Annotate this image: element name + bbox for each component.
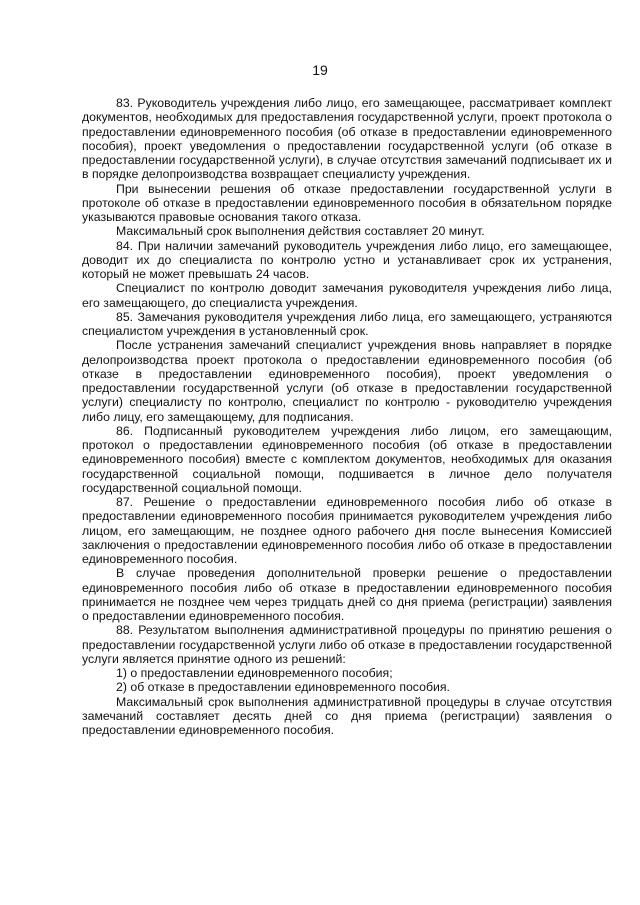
paragraph-86: 86. Подписанный руководителем учреждения либо лицом, его замещающим, протокол о предоставлении единовременного пособия (об отказе в предоставлении единовременного пособия) вместе с комплектом документов, необходимых для оказания государственной социальной помощи, подшивается в личное дело получателя государственной социальной помощи. — [82, 423, 612, 495]
paragraph-85: 85. Замечания руководителя учреждения либо лица, его замещающего, устраняются специалистом учреждения в установленный срок. — [82, 309, 612, 338]
paragraph-85-after-fix: После устранения замечаний специалист учреждения вновь направляет в порядке делопроизводства проект протокола о предоставлении единовременного пособия (об отказе в предоставлении единовременного пособия), проект уведомления о предоставлении государственной услуги (об отказе в предоставлении государственной услуги) специалисту по контролю, специалист по контролю - руководителю учреждения либо лицу, его замещающему, для подписания. — [82, 338, 612, 424]
paragraph-83: 83. Руководитель учреждения либо лицо, его замещающее, рассматривает комплект документов, необходимых для предоставления государственной услуги, проект протокола о предоставлении единовременного пособия (об отказе в предоставлении единовременного пособия), проект уведомления о предоставлении государственной услуги (об отказе в предоставлении государственной услуги), в случае отсутствия замечаний подписывает их и в порядке делопроизводства возвращает специалисту учреждения. — [82, 96, 612, 182]
paragraph-83-refusal-grounds: При вынесении решения об отказе предоставлении государственной услуги в протоколе об отказе в предоставлении единовременного пособия в обязательном порядке указываются правовые основания такого отказа. — [82, 181, 612, 224]
page-number: 19 — [312, 62, 328, 78]
paragraph-88-decision-1: 1) о предоставлении единовременного пособия; — [116, 666, 393, 680]
paragraph-83-max-time: Максимальный срок выполнения действия составляет 20 минут. — [116, 224, 485, 239]
paragraph-84: 84. При наличии замечаний руководитель учреждения либо лицо, его замещающее, доводит их до специалиста по контролю устно и устанавливает срок их устранения, который не может превышать 24 часов. — [82, 238, 612, 281]
paragraph-88: 88. Результатом выполнения административной процедуры по принятию решения о предоставлении государственной услуги либо об отказе в предоставлении государственной услуги является принятие одного из решений: — [82, 623, 612, 666]
paragraph-87-additional-check: В случае проведения дополнительной проверки решение о предоставлении единовременного пособия либо об отказе в предоставлении единовременного пособия принимается не позднее чем через тридцать дней со дня приема (регистрации) заявления о предоставлении единовременного пособия. — [82, 566, 612, 623]
paragraph-88-decision-2: 2) об отказе в предоставлении единовременного пособия. — [116, 680, 450, 695]
paragraph-88-max-time: Максимальный срок выполнения административной процедуры в случае отсутствия замечаний составляет десять дней со дня приема (регистрации) заявления о предоставлении единовременного пособия. — [82, 694, 612, 737]
paragraph-84-specialist: Специалист по контролю доводит замечания руководителя учреждения либо лица, его замещающего, до специалиста учреждения. — [82, 281, 612, 310]
paragraph-87: 87. Решение о предоставлении единовременного пособия либо об отказе в предоставлении единовременного пособия принимается руководителем учреждения либо лицом, его замещающим, не позднее одного рабочего дня после вынесения Комиссией заключения о предоставлении единовременного пособия либо об отказе в предоставлении единовременного пособия. — [82, 495, 612, 566]
document-body — [82, 96, 612, 737]
